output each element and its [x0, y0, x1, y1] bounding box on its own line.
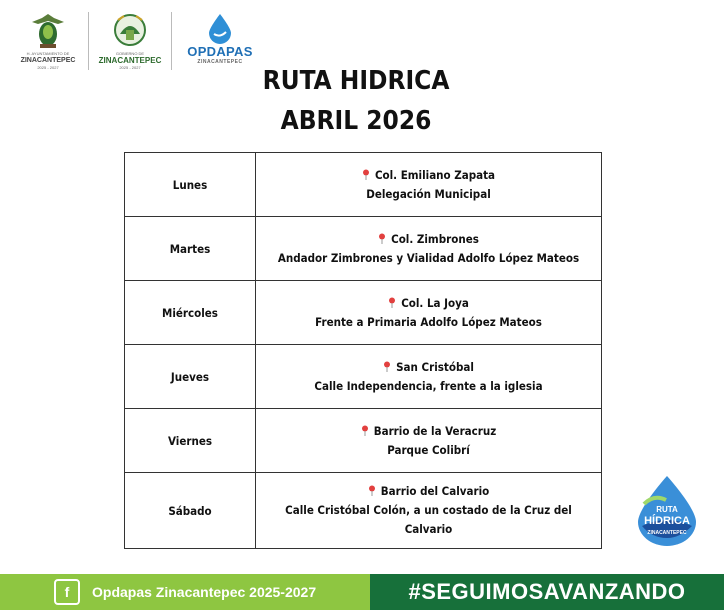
place-name: Calle Independencia, frente a la iglesia	[314, 378, 543, 393]
logo1-line1: H. AYUNTAMIENTO DE	[26, 51, 70, 56]
logo1-name: ZINACANTEPEC	[20, 57, 76, 64]
logo-divider	[88, 12, 89, 70]
place-name: Delegación Municipal	[366, 186, 491, 201]
page-title: RUTA HIDRICA	[262, 66, 450, 96]
schedule-table	[124, 152, 602, 549]
coat-of-arms-icon	[28, 12, 68, 50]
location-pin-icon	[388, 297, 396, 308]
opdapas-name: OPDAPAS	[187, 44, 253, 59]
colonia-name: Barrio del Calvario	[380, 484, 490, 498]
logo2-line1: GOBIERNO DE	[115, 51, 145, 56]
colonia-name: San Cristóbal	[396, 359, 474, 374]
location-pin-icon	[362, 169, 370, 180]
day-cell	[125, 473, 256, 549]
location-cell	[256, 281, 602, 345]
day-cell	[125, 281, 256, 345]
day-label: Jueves	[170, 369, 210, 384]
day-cell	[125, 345, 256, 409]
day-label: Martes	[169, 241, 211, 256]
colonia-line	[260, 166, 597, 185]
day-label: Sábado	[168, 503, 212, 518]
place-name: Frente a Primaria Adolfo López Mateos	[315, 314, 542, 329]
footer-facebook[interactable]	[0, 574, 370, 610]
government-emblem-icon	[110, 12, 150, 50]
logo-ayuntamiento	[18, 12, 78, 71]
badge-line3: ZINACANTEPEC	[647, 530, 687, 536]
colonia-name: Col. Emiliano Zapata	[374, 167, 496, 182]
ruta-hidrica-logo-icon	[630, 474, 704, 548]
location-pin-icon	[361, 425, 369, 436]
logo-opdapas	[182, 12, 258, 65]
facebook-icon: f	[54, 579, 80, 605]
location-cell	[256, 217, 602, 281]
location-cell	[256, 345, 602, 409]
location-cell	[256, 153, 602, 217]
logo2-name: ZINACANTEPEC	[98, 56, 162, 65]
day-cell	[125, 217, 256, 281]
table-row	[125, 153, 602, 217]
day-label: Lunes	[172, 177, 208, 192]
table-row	[125, 409, 602, 473]
colonia-name: Col. Zimbrones	[391, 231, 479, 246]
location-pin-icon	[368, 485, 376, 496]
badge-line2: HÍDRICA	[644, 515, 690, 527]
ruta-hidrica-badge	[630, 474, 704, 548]
colonia-line	[260, 482, 597, 501]
colonia-name: Barrio de la Veracruz	[373, 423, 497, 438]
colonia-line	[260, 230, 597, 249]
header-logos	[18, 12, 258, 74]
day-cell	[125, 409, 256, 473]
place-name: Andador Zimbrones y Vialidad Adolfo López Mateos	[277, 250, 580, 265]
logo-divider	[171, 12, 172, 70]
table-row	[125, 345, 602, 409]
location-pin-icon	[378, 233, 386, 244]
colonia-line	[260, 358, 597, 377]
logo1-years: 2025 - 2027	[37, 65, 59, 70]
table-row	[125, 473, 602, 549]
day-label: Viernes	[167, 433, 213, 448]
water-drop-icon	[205, 12, 235, 44]
colonia-line	[260, 294, 597, 313]
table-row	[125, 281, 602, 345]
logo-gobierno	[99, 12, 161, 71]
opdapas-sub: ZINACANTEPEC	[197, 59, 243, 65]
page-subtitle: ABRIL 2026	[280, 106, 432, 136]
badge-line1: RUTA	[656, 505, 678, 514]
place-name: Calle Cristóbal Colón, a un costado de la Cruz del Calvario	[285, 503, 572, 536]
logo2-years: 2025 - 2027	[119, 65, 141, 70]
place-name: Parque Colibrí	[387, 442, 470, 457]
day-cell	[125, 153, 256, 217]
table-row	[125, 217, 602, 281]
day-label: Miércoles	[162, 305, 218, 320]
footer	[0, 574, 724, 610]
colonia-line	[260, 422, 597, 441]
location-cell	[256, 409, 602, 473]
colonia-name: Col. La Joya	[401, 295, 469, 310]
facebook-label: Opdapas Zinacantepec 2025-2027	[92, 584, 317, 600]
location-pin-icon	[383, 361, 391, 372]
footer-hashtag: #SEGUIMOSAVANZANDO	[370, 574, 724, 610]
location-cell	[256, 473, 602, 549]
